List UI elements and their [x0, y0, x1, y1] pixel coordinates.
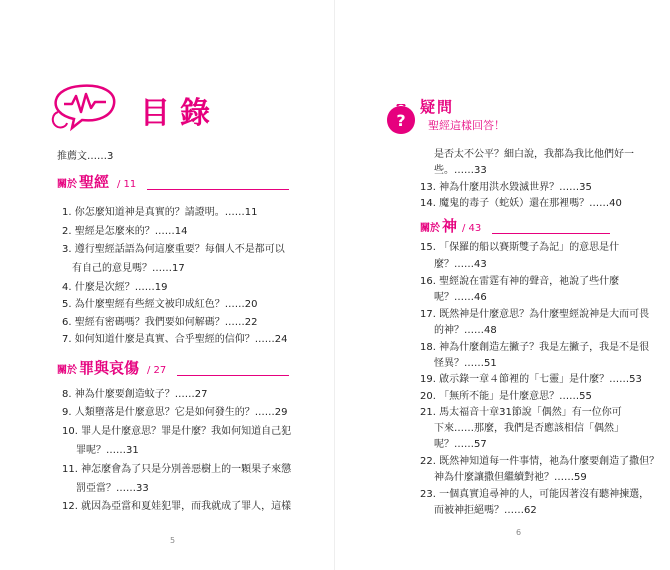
toc-entry: 15. 「保羅的船以賽斯雙子為記」的意思是什 [420, 242, 620, 253]
section-prefix: 關於 [57, 365, 77, 376]
toc-entry-continued: 呢？……57 [434, 439, 487, 450]
toc-entry-continued: 有自己的意見嗎？……17 [72, 263, 185, 274]
page-number: 6 [516, 528, 522, 537]
toc-entry: 9. 人類墮落是什麼意思？它是如何發生的？……29 [62, 407, 288, 418]
toc-entry: 2. 聖經是怎麼來的？……14 [62, 226, 188, 237]
toc-entry-continued: 怪異？……51 [434, 358, 497, 369]
toc-entry-continued: 神為什麼讓撒但繼續對祂？……59 [434, 472, 587, 483]
toc-entry: 5. 為什麼聖經有些經文被印成紅色？……20 [62, 299, 258, 310]
toc-entry: 20. 「無所不能」是什麼意思？……55 [420, 391, 592, 402]
toc-entry: 19. 啟示錄一章４節裡的「七靈」是什麼？……53 [420, 374, 642, 385]
toc-entry: 10. 罪人是什麼意思？罪是什麼？我如何知道自己犯 [62, 426, 292, 437]
toc-entry-continued: 罰亞當？……33 [76, 483, 149, 494]
toc-entry: 12. 就因為亞當和夏娃犯罪，而我就成了罪人，這樣 [62, 501, 292, 512]
section-rule [492, 233, 610, 234]
toc-entry: 18. 神為什麼創造左撇子？我是左撇子，我是不是很 [420, 342, 650, 353]
toc-entry: 8. 神為什麼要創造蚊子？……27 [62, 389, 208, 400]
section-header-god [420, 214, 610, 236]
toc-entry: 14. 魔鬼的毒子（蛇妖）還在那裡嗎？……40 [420, 198, 622, 209]
toc-entry-continued: 呢？……46 [434, 292, 487, 303]
toc-title: 目錄 [140, 96, 220, 131]
section-name: 罪與哀傷 [79, 359, 140, 377]
page-number: 5 [170, 536, 176, 545]
toc-entry-continued: 罪呢？……31 [76, 445, 139, 456]
toc-entry-continued: 是否太不公平？細白說，我都為我比他們好一 [434, 149, 634, 160]
section-header-bible [57, 170, 289, 192]
toc-entry: 17. 既然神是什麼意思？為什麼聖經說神是大而可畏 [420, 309, 650, 320]
toc-entry-continued: 些。……33 [434, 165, 487, 176]
section-header-sin [57, 356, 289, 378]
section-rule [177, 375, 289, 376]
toc-entry-continued: 而被神拒絕嗎？……62 [434, 505, 537, 516]
section-prefix: 關於 [420, 223, 440, 234]
toc-entry-continued: 麼？……43 [434, 259, 487, 270]
toc-entry: 推薦文……3 [57, 151, 114, 162]
section-page: / 11 [117, 179, 137, 190]
section-page: / 27 [147, 365, 167, 376]
toc-entry: 4. 什麼是次經？……19 [62, 282, 168, 293]
toc-entry-continued: 下來……那麼，我們是否應該相信「偶然」 [434, 423, 624, 434]
questions-title: 疑問 [420, 98, 455, 116]
question-mark: ? [396, 111, 406, 130]
toc-entry: 11. 神怎麼會為了只是分別善惡樹上的一顆果子來懲 [62, 464, 292, 475]
toc-entry: 13. 神為什麼用洪水毀滅世界？……35 [420, 182, 592, 193]
toc-entry: 16. 聖經說在雷霆有神的聲音，祂說了些什麼 [420, 276, 620, 287]
section-prefix: 關於 [57, 179, 77, 190]
toc-entry: 3. 遵行聖經話語為何這麼重要？每個人不是都可以 [62, 244, 285, 255]
toc-entry-continued: 的神？……48 [434, 325, 497, 336]
toc-entry: 22. 既然神知道每一件事情，祂為什麼要創造了撒但？ [420, 456, 660, 467]
section-rule [147, 189, 289, 190]
section-name: 神 [442, 217, 458, 235]
chat-bubble-heartbeat-icon [50, 82, 120, 132]
toc-entry: 6. 聖經有密碼嗎？我們要如何解碼？……22 [62, 317, 258, 328]
questions-subtitle: 聖經這樣回答！ [428, 119, 505, 132]
toc-entry: 7. 如何知道什麼是真實、合乎聖經的信仰？……24 [62, 334, 288, 345]
section-name: 聖經 [79, 173, 110, 191]
question-badge-icon [385, 104, 417, 136]
toc-entry: 1. 你怎麼知道神是真實的？請證明。……11 [62, 207, 258, 218]
toc-entry: 21. 馬太福音十章31節說「偶然」有一位你可 [420, 407, 622, 418]
toc-entry: 23. 一個真實追尋神的人，可能因著沒有聽神揀選， [420, 489, 650, 500]
section-page: / 43 [462, 223, 482, 234]
